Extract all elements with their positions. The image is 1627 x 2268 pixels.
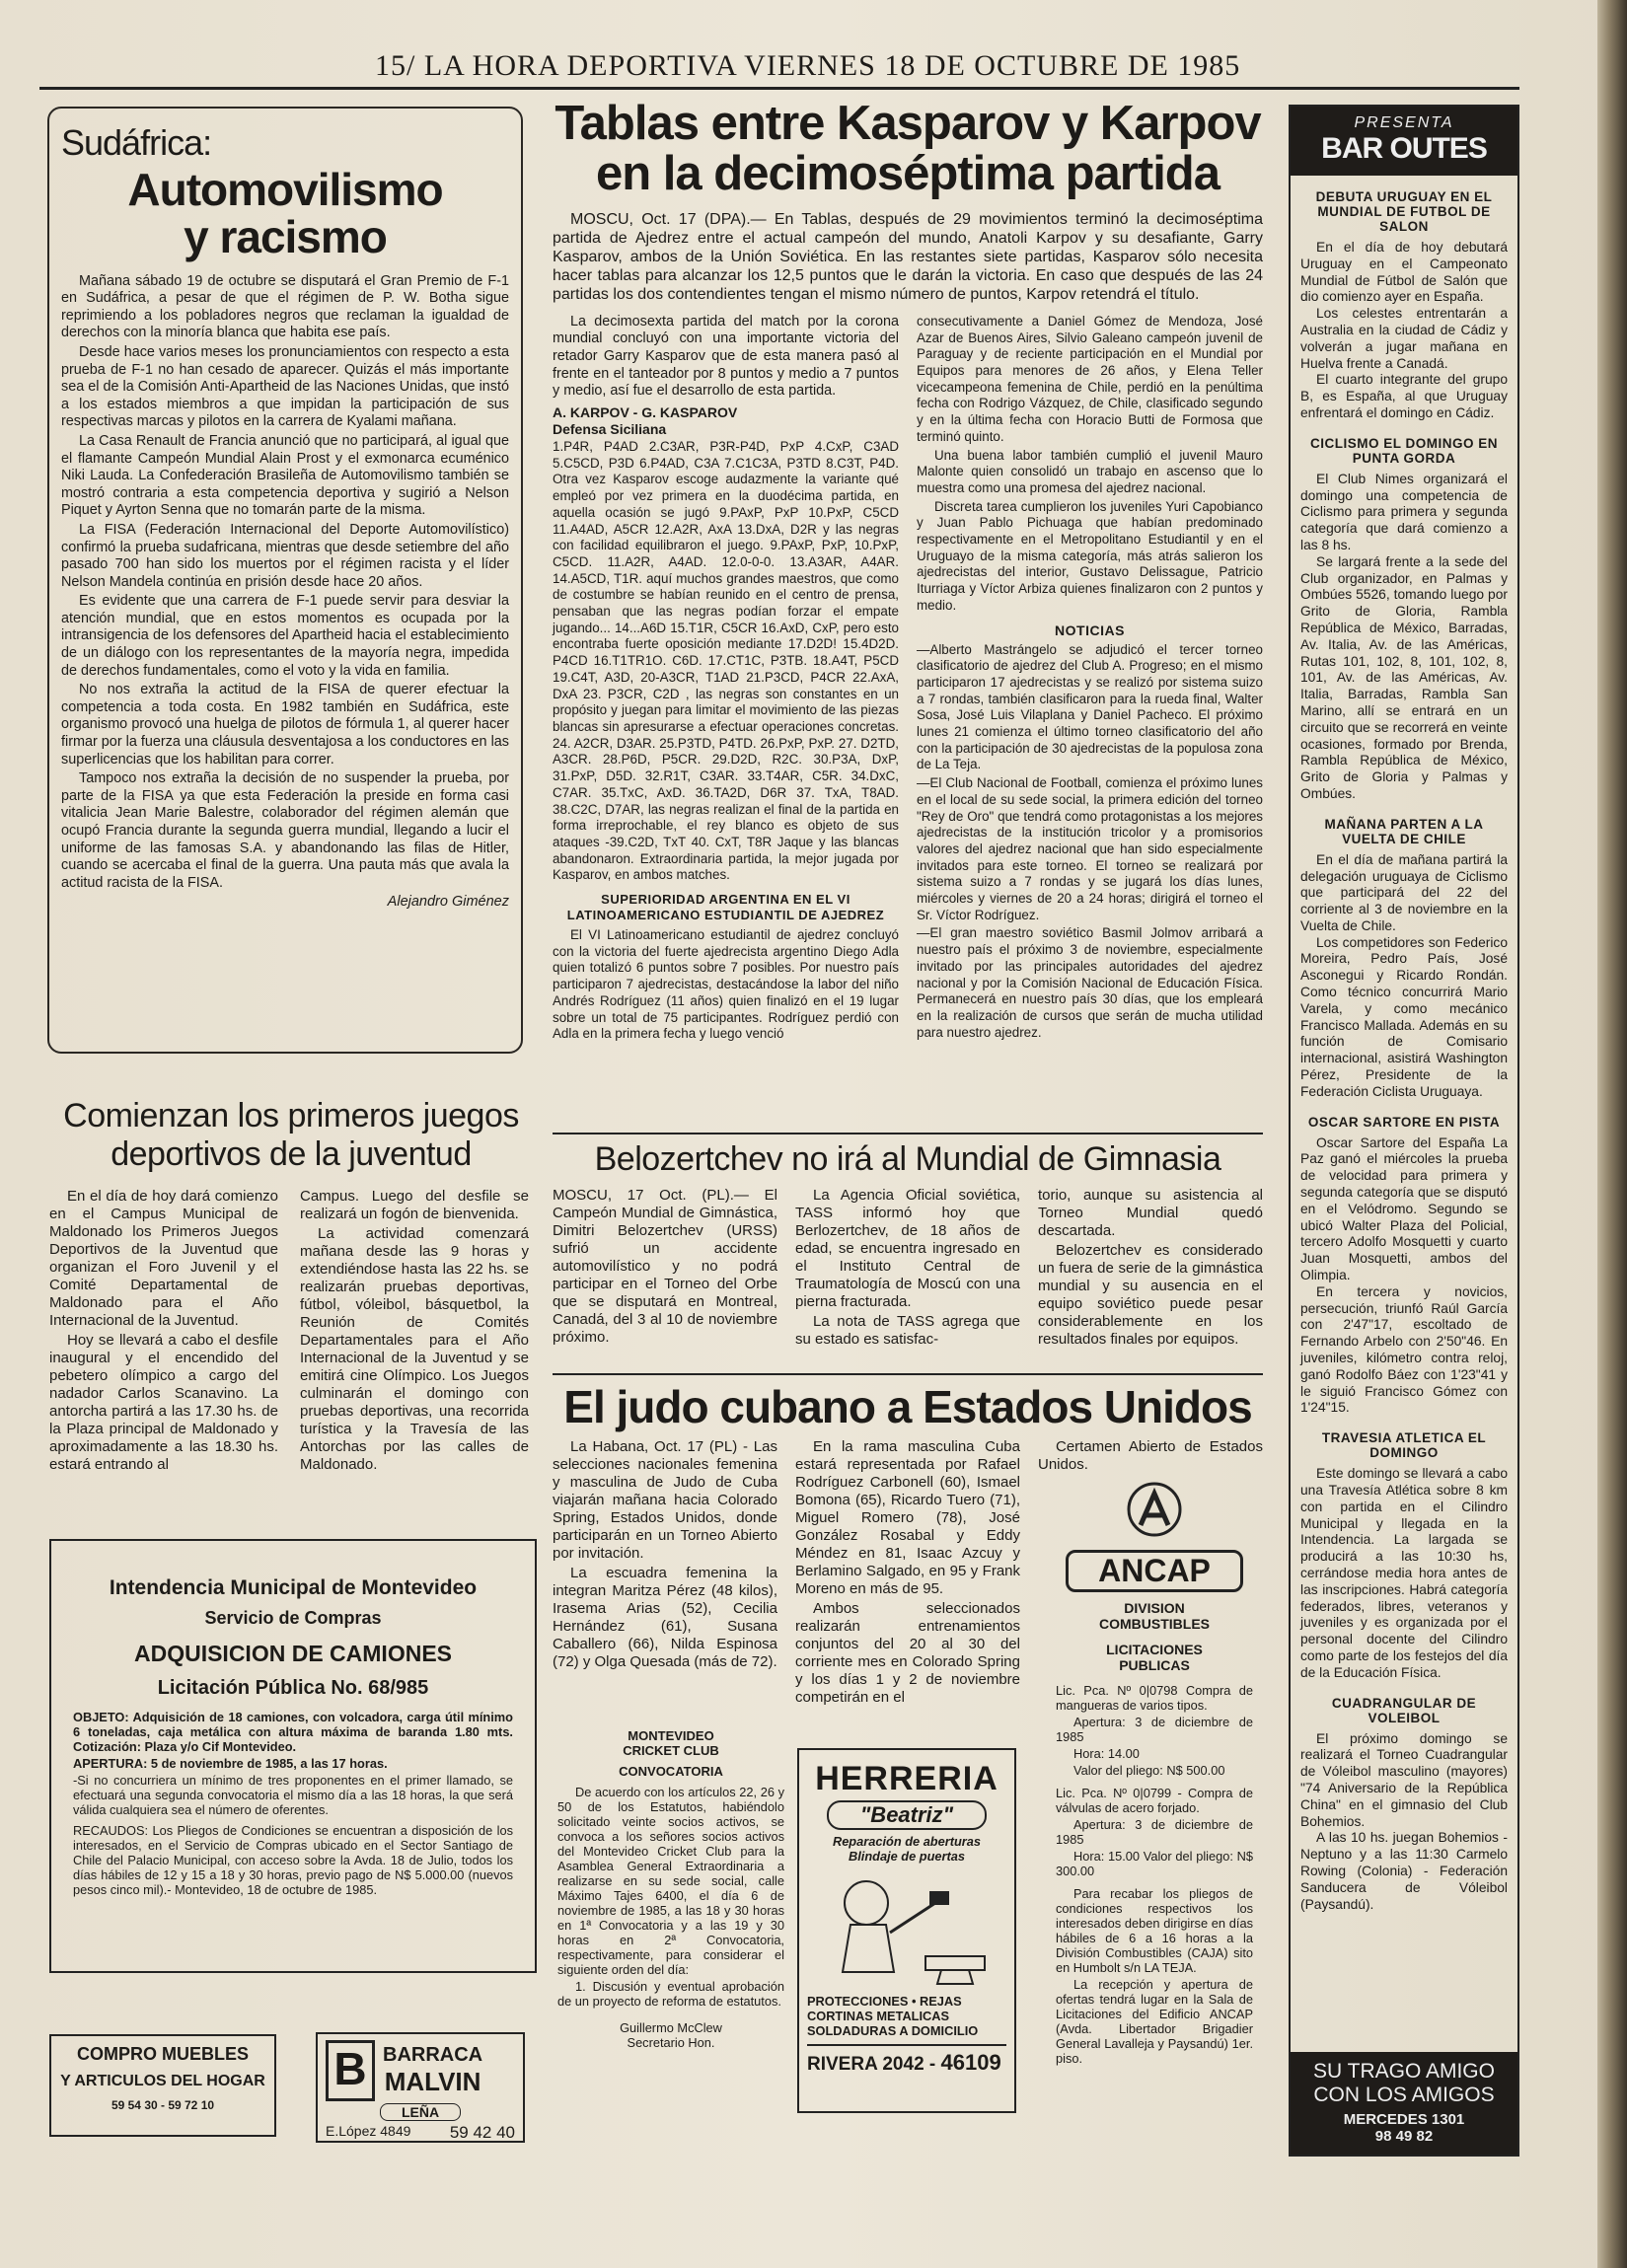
ancap-notice: [1056, 1480, 1253, 2151]
sidebar-presenta: PRESENTA: [1354, 114, 1454, 131]
belozertchev-title: Belozertchev no irá al Mundial de Gimnasia: [594, 1140, 1221, 1178]
sudafrica-p4: La FISA (Federación Internacional del Deporte Automovilístico) confirmó la prueba sudafricana, mientras que desde setiembre del año pasado 700 han sido los muertos por el régimen racista y el líder Nelson Mandela continúa en prisión desde hace 20 años.: [61, 521, 509, 590]
intendencia-line4: Licitación Pública No. 68/985: [157, 1677, 429, 1699]
sudafrica-p5: Es evidente que una carrera de F-1 puede servir para desviar la atención mundial, que en estos momentos es ocupada por la intransigencia de los defensores del Apartheid hacia el establecimiento de un diálogo con los representantes de la mayoría negra, impedida de derechos fundamentales, como el voto y la vida en familia.: [61, 593, 509, 679]
page-header: 15/ LA HORA DEPORTIVA VIERNES 18 DE OCTUBRE DE 1985: [375, 49, 1241, 82]
belozertchev-col1: MOSCU, 17 Oct. (PL).— El Campeón Mundial de Gimnástica, Dimitri Belozertchev (URSS) sufrió un accidente automovilístico y no podrá participar en el Torneo del Orbe que se disputará en Montreal, Canadá, del 3 al 10 de noviembre próximo.: [553, 1187, 777, 1347]
ancap-l2: Lic. Pca. Nº 0|0799 - Compra de válvulas de acero forjado.: [1056, 1786, 1253, 1815]
sudafrica-p3: La Casa Renault de Francia anunció que no participará, al igual que el flamante Campeón Mundial Alain Prost y el exmonarca ecuménico Niki Lauda. La Confederación Brasileña de Automovilismo también se mostró contraria a esta competencia deportiva y sugirió a Nelson Piquet y Ayrton Senna que no tomarán parte de la misma.: [61, 432, 509, 519]
kasparov-sub1: SUPERIORIDAD ARGENTINA EN EL VI LATINOAMERICANO ESTUDIANTIL DE AJEDREZ: [566, 892, 885, 923]
noticias-p1: —Alberto Mastrángelo se adjudicó el tercer torneo clasificatorio de ajedrez del Club A. Progreso; en el mismo participaron 17 ajedrecistas y se realizó por sistema suizo a 7 rondas, también clasificaron para la rueda final, Walter Sosa, José Luis Vilaplana y Daniel Pacheco. El próximo lunes 21 comienza el último torneo clasificatorio del año con la participación de 30 ajedrecistas de la populosa zona de La Teja.: [917, 641, 1263, 772]
ancap-logo-icon: [1056, 1480, 1253, 1539]
sidebar-p1b: Los celestes entrentarán a Australia en la ciudad de Cádiz y volverán a jugar mañana en Huelva frente a Canadá.: [1300, 306, 1508, 371]
herreria-phone: 46109: [940, 2050, 1001, 2075]
page-gutter: [1597, 0, 1627, 2268]
ancap-l1a: Apertura: 3 de diciembre de 1985: [1056, 1715, 1253, 1744]
kasparov-col2-p2: Una buena labor también cumplió el juvenil Mauro Malonte quien consolidó un trabajo en ascenso que lo muestra como una promesa del ajedrez nacional.: [917, 447, 1263, 495]
belozertchev-col3b: Belozertchev es considerado un fuera de serie de la gimnástica mundial y su ausencia en el equipo soviético puede pesar considerablemente en los resultados finales por equipos.: [1038, 1242, 1263, 1349]
sidebar-foot3: MERCEDES 1301: [1343, 2111, 1465, 2128]
belozertchev-col3: torio, aunque su asistencia al Torneo Mundial quedó descartada.: [1038, 1187, 1263, 1240]
kasparov-title-2: en la decimoséptima partida: [596, 147, 1220, 201]
intendencia-apertura2: -Si no concurriera un mínimo de tres proponentes en el primer llamado, se efectuará una segunda convocatoria el mismo día a las 18 horas, la que será válida cualquiera sea el número de oferentes.: [73, 1773, 513, 1817]
header-rule: [39, 87, 1519, 90]
sidebar-h3: MAÑANA PARTEN A LA VUELTA DE CHILE: [1324, 816, 1484, 846]
intendencia-objeto: OBJETO: Adquisición de 18 camiones, con volcadora, carga útil mínimo 6 toneladas, caja metálica con altura máxima de baranda 1.80 mts. Cotización: Plaza y/o Cif Montevideo.: [73, 1710, 513, 1754]
belozertchev-col2b: La nota de TASS agrega que su estado es satisfac-: [795, 1313, 1020, 1349]
herreria-l3: SOLDADURAS A DOMICILIO: [807, 2023, 979, 2038]
barraca-ad: [316, 2032, 525, 2143]
intendencia-line3: ADQUISICION DE CAMIONES: [133, 1641, 453, 1666]
sidebar-p2a: El Club Nimes organizará el domingo una competencia de Ciclismo para primera y segunda categoría que dará comienzo a las 8 hs.: [1300, 471, 1508, 552]
intendencia-ad: [49, 1539, 537, 1973]
sidebar-p6b: A las 10 hs. juegan Bohemios - Neptuno y a las 11:30 Carmelo Rowing (Colonia) - Federación Sanducera de Vóleibol (Paysandú).: [1300, 1830, 1508, 1912]
sidebar-p6a: El próximo domingo se realizará el Torneo Cuadrangular de Vóleibol masculino (mayores) "74 Aniversario de la República China" en el gimnasio del Club Bohemios.: [1300, 1730, 1508, 1829]
kasparov-col2-p3: Discreta tarea cumplieron los juveniles Yuri Capobianco y Juan Pablo Pichuaga que habían predominado respectivamente en el Metropolitano Estudiantil y en el Uruguayo de la misma categoría, más atrás salieron los ajedrecistas del interior, Gustavo Delissague, Patricio Iturriaga y Víctor Arbiza quienes finalizaron con 2 puntos y medio.: [917, 498, 1263, 613]
juventud-col2b: La actividad comenzará mañana desde las 9 horas y extendiéndose hasta las 22 hs. se realizarán pruebas deportivas, fútbol, vóleibol, básquetbol, la Reunión de Comités Departamentales para el Año Internacional de la Juventud y se emitirá cine Olímpico. Los Juegos culminarán el domingo con pruebas deportivas, una recorrida turística y la Travesía de las Antorchas por las calles de Maldonado.: [300, 1225, 529, 1474]
barraca-line1: BARRACA: [383, 2044, 483, 2066]
kasparov-col2-p1: consecutivamente a Daniel Gómez de Mendoza, José Azar de Buenos Aires, Silvio Galeano campeón juvenil de Paraguay y de reciente participación en el Mundial por Equipos para menores de 26 años, y Elena Teller vicecampeona femenina de Chile, perdió en la penúltima fecha con Rodrigo Vázquez, de Chile, clasificado segundo y en la última fecha con Horacio Butti de Formosa que terminó quinto.: [917, 313, 1263, 444]
kasparov-moves: 1.P4R, P4AD 2.C3AR, P3R-P4D, PxP 4.CxP, C3AD 5.C5CD, P3D 6.P4AD, C3A 7.C1C3A, P3TD 8.C3T, P4D. Otra vez Kasparov escoge audazmente la variante qué empleó por vez primera en la duodécima partida, en aquella ocasión se jugó 9.PAxP, PxP 10.PxP, C5CD 11.A4AD, A5CR 12.A2R, AxA 13.DxA, D2R y las negras con facilidad equilibraron el juego. 9.PAxP, PxP, 10.PxP, C5CD. 11.A2R, A4AD. 12.0-0-0. 13.A3AR, A4AR. 14.A5CD, T1R. aquí muchos grandes maestros, que como de costumbre se habían reunido en el centro de prensa, pensaban que las negras podían forzar el empate jugando... 14...A6D 15.T1R, C5CR 16.AxD, CxP, pero esto encontraba fuerte oposición mediante 17.D2D! 15.4D2D. P4CD 16.T1TR1O. C6D. 17.CT1C, P3TB. 18.A4T, P5CD 19.C4T, A3D, 20-A3CR, T1AD 21.P3CD, P4CR 22.AxA, DxA 23. P3CR, C2D , las negras son constantes en un propósito y juegan para limitar el movimiento de las piezas blancas sin apresurarse a efectuar operaciones concretas. 24. A2CR, D3AR. 25.P3TD, P4TD. 26.PxP, PxP. 27. D2TD, A3CR. 28.P6D, P5CR. 29.D2D, R2C. 30.P3A, DxP, 31.PxP, D5D. 32.R1T, C3AR. 33.T4AR, C5R. 34.DxC, C7AR. 35.TxC, AxD. 36.TA2D, D6R 37. TxA, T8AD. 38.C2C, D7AR, las negras realizan el final de la partida en forma irreprochable, el rey blanco es objeto de sus ataques -39.C2D, TxT 40. CxT, T8R Jaque y las blancas abandonaron. Extraordinaria partida, la mejor jugada por Kasparov, en ambos matches.: [553, 439, 899, 883]
ancap-lic2: PUBLICAS: [1119, 1657, 1190, 1673]
ancap-l1c: Valor del pliego: N$ 500.00: [1073, 1763, 1225, 1778]
belozertchev-article: [553, 1133, 1263, 1377]
sidebar-p5a: Este domingo se llevará a cabo una Travesía Atlética sobre 8 km con partida en el Cilindro Municipal y llegada en la Intendencia. La largada se producirá a las 10:30 hs, cerrándose media hora antes de las inscripciones. Habrá categoría federados, libres, veteranos y juveniles y es organizada por el personal docente del Cilindro como parte de los festejos del día de la Educación Física.: [1300, 1466, 1508, 1680]
intendencia-line1: Intendencia Municipal de Montevideo: [109, 1576, 478, 1599]
kasparov-col1-p1: La decimosexta partida del match por la corona mundial concluyó con una importante victoria del retador Garry Kasparov que de esta manera pasó al frente en el tanteador por 8 puntos y medio a 7 puntos y medio, así fue el desarrollo de esta partida.: [553, 313, 899, 400]
sidebar-p3b: Los competidores son Federico Moreira, Pedro País, José Asconegui y Ricardo Rondán. Como técnico concurrirá Mario Varela, y como mecánico Francisco Mallada. Además en su función de Comisario internacional, asistirá Washington Pérez, Presidente de la Federación Ciclista Uruguaya.: [1300, 934, 1508, 1099]
sidebar-footer-ad: [1291, 2052, 1517, 2155]
juventud-title-2: deportivos de la juventud: [111, 1135, 472, 1174]
kasparov-lead: MOSCU, Oct. 17 (DPA).— En Tablas, después de 29 movimientos terminó la decimoséptima partida de Ajedrez entre el actual campeón del mundo, Anatoli Karpov y su desafiante, Garry Kasparov, ambos de la Unión Soviética. En las restantes siete partidas, Kasparov sólo necesita hacer tablas para alcanzar los 12,5 puntos que le darán la victoria. En caso que después de las 24 partidas los dos contendientes tengan el mismo número de puntos, Karpov retendrá el título.: [553, 210, 1263, 303]
sidebar-p2b: Se largará frente a la sede del Club organizador, en Palmas y Ombúes 5526, tomando luego por Grito de Gloria, Rambla República de México, Barradas, Av. Italia, Av. de las Américas, Rutas 101, 102, 8, 101, 102, 8, 101, Av. de las Américas, Av. Italia, Barradas, Rambla San Marino, allí se entrará en un circuito que se recorrerá en veinte ocasiones, formado por Brenda, Rambla República de México, Grito de Gloria y Palmas y Ombúes.: [1300, 553, 1508, 801]
belozertchev-col2: La Agencia Oficial soviética, TASS informó hoy que Berlozertchev, de 18 años de edad, se encuentra ingresado en el Instituto Central de Traumatología de Moscú con una pierna fracturada.: [795, 1187, 1020, 1311]
compro-line2: Y ARTICULOS DEL HOGAR: [60, 2073, 265, 2089]
sidebar-foot2: CON LOS AMIGOS: [1313, 2084, 1495, 2106]
compro-ad: [49, 2034, 276, 2137]
barraca-phone: 59 42 40: [449, 2123, 515, 2142]
sudafrica-p2: Desde hace varios meses los pronunciamientos con respecto a esta prueba de F-1 no han cesado de aparecer. Quizás el más importante sea el de la Comisión Anti-Apartheid de las Naciones Unidas, que instó a los estados miembros a que impidan la participación de sus respectivas marcas y pilotos en la carrera de Kyalami mañana.: [61, 343, 509, 430]
cricket-title3: CONVOCATORIA: [619, 1764, 723, 1779]
barraca-logo: B: [326, 2040, 375, 2101]
cricket-title1: MONTEVIDEO: [628, 1728, 714, 1743]
sidebar-h6: CUADRANGULAR DE VOLEIBOL: [1331, 1695, 1477, 1725]
intendencia-recaudos: RECAUDOS: Los Pliegos de Condiciones se encuentran a disposición de los interesados, en el Servicio de Compras ubicado en el Sector Santiago de Chile del Palacio Municipal, con acceso sobre la Avda. 18 de Julio, todos los días hábiles de 12 y 15 a 18 y 30 horas, previo pago de N$ 5.000.00 (nuevos pesos cinco mil).- Montevideo, 18 de octubre de 1985.: [73, 1823, 513, 1897]
sidebar-p1c: El cuarto integrante del grupo B, es España, al que Uruguay enfrentará el domingo en Cádiz.: [1300, 372, 1508, 420]
sudafrica-kicker: Sudáfrica:: [61, 122, 212, 163]
judo-col1b: La escuadra femenina la integran Maritza Pérez (48 kilos), Irasema Arias (52), Cecilia Hernández (61), Susana Caballero (66), Nilda Espinosa (72) y Olga Quesada (más de 72).: [553, 1565, 777, 1671]
herreria-name: HERRERIA: [815, 1760, 998, 1797]
judo-col3: Certamen Abierto de Estados Unidos.: [1038, 1438, 1263, 1474]
sudafrica-p1: Mañana sábado 19 de octubre se disputará el Gran Premio de F-1 en Sudáfrica, a pesar de que el régimen de P. W. Botha sigue reprimiendo a los pobladores negros que reclaman la igualdad de derechos con la minoría blanca que habita ese país.: [61, 272, 509, 341]
ancap-l2b: Hora: 15.00 Valor del pliego: N$ 300.00: [1056, 1849, 1253, 1878]
compro-phone: 59 54 30 - 59 72 10: [111, 2098, 215, 2112]
sidebar-p4a: Oscar Sartore del España La Paz ganó el miércoles la prueba de velocidad para primera y segunda categoría que se disputó en el Velódromo. Segundo se ubicó Walter Plaza del Policial, tercero Adolfo Mosquetti y cuarto Juan Mosquetti, ambos del Olimpia.: [1300, 1134, 1508, 1283]
ancap-l1b: Hora: 14.00: [1073, 1746, 1140, 1761]
sidebar-h4: OSCAR SARTORE EN PISTA: [1307, 1114, 1501, 1130]
barraca-address: E.López 4849: [326, 2123, 411, 2139]
judo-col1: La Habana, Oct. 17 (PL) - Las selecciones nacionales femenina y masculina de Judo de Cuba viajarán mañana hacia Colorado Spring, Estados Unidos, donde participarán en un Torneo Abierto por invitación.: [553, 1438, 777, 1563]
judo-col2b: Ambos seleccionados realizarán entrenamientos conjuntos del 20 al 30 del corriente mes en Colorado Spring y los días 1 y 2 de noviembre competirán en el: [795, 1600, 1020, 1707]
sudafrica-p7: Tampoco nos extraña la decisión de no suspender la prueba, por parte de la FISA ya que esta Federación la preside en forma casi vitalicia Jean Marie Balestre, colaborador del régimen alemán que ocupó Francia durante la segunda guerra mundial, llegando a lucir el uniforme de las famosas S.A. y abandonando las filas de Hitler, cuando se acercaba el final de la guerra. Una pauta más que avala la actitud racista de la FISA.: [61, 770, 509, 891]
sidebar-brand: BAR OUTES: [1321, 132, 1487, 165]
noticias-p3: —El gran maestro soviético Basmil Jolmov arribará a nuestro país el próximo 3 de noviembre, especialmente invitado por las principales autoridades del ajedrez nacional y por la Comisión Nacional de Educación Física. Permanecerá en nuestro país 30 días, que los empleará en la realización de cursos que serán de mucha utilidad para nuestro ajedrez.: [917, 925, 1263, 1040]
ancap-div: DIVISION: [1124, 1600, 1185, 1616]
blacksmith-illustration: [807, 1869, 1008, 1988]
sidebar-p3a: En el día de mañana partirá la delegación uruguaya de Ciclismo que participará del 22 del corriente al 3 de noviembre en la Vuelta de Chile.: [1300, 851, 1508, 933]
cricket-signer-title: Secretario Hon.: [627, 2035, 715, 2050]
ancap-l3: Para recabar los pliegos de condiciones respectivos los interesados deben dirigirse en días hábiles de 6 a 16 horas a la División Combustibles (CAJA) sito en Humbolt s/n LA TEJA.: [1056, 1886, 1253, 1975]
bar-outes-banner: [1291, 107, 1517, 176]
kasparov-sub1-p: El VI Latinoamericano estudiantil de ajedrez concluyó con la victoria del fuerte ajedrecista argentino Diego Adla quien totalizó 6 puntos sobre 7 posibles. Por nuestro país participaron 7 ajedrecistas, destacándose la labor del niño Andrés Rodríguez (11 años) quien finalizó en el 19 lugar sobre un total de 75 participantes. Rodríguez perdió con Adla en la primera fecha y luego venció: [553, 927, 899, 1042]
sudafrica-title-1: Automovilismo: [127, 164, 443, 215]
sudafrica-title-2: y racismo: [184, 211, 387, 263]
ancap-l4: La recepción y apertura de ofertas tendrá lugar en la Sala de Licitaciones del Edificio ANCAP (Avda. Libertador Brigadier General Lavalleja y Paysandú) 1er. piso.: [1056, 1977, 1253, 2066]
sudafrica-article: [47, 107, 523, 1054]
herreria-address: RIVERA 2042 -: [807, 2054, 936, 2075]
ancap-div2: COMBUSTIBLES: [1099, 1616, 1210, 1632]
kasparov-title-1: Tablas entre Kasparov y Karpov: [555, 97, 1261, 150]
ancap-l2a: Apertura: 3 de diciembre de 1985: [1056, 1817, 1253, 1847]
intendencia-apertura: APERTURA: 5 de noviembre de 1985, a las 17 horas.: [73, 1756, 388, 1771]
sidebar-foot4: 98 49 82: [1374, 2128, 1434, 2145]
ancap-name: ANCAP: [1066, 1550, 1243, 1592]
noticias-p2: —El Club Nacional de Football, comienza el próximo lunes en el local de su sede social, la primera edición del torneo "Rey de Oro" que tendrá como protagonistas a los mejores ajedrecistas de la institución tricolor y a promisorios valores del ajedrez nacional que han sido especialmente invitados para este torneo. El torneo se realizará por sistema suizo a 7 rondas y se jugará los días lunes, miércoles y viernes de 20 a 24 horas; dirigirá el torneo el Sr. Víctor Rodríguez.: [917, 775, 1263, 922]
noticias-head: NOTICIAS: [1055, 622, 1125, 638]
barraca-line3: LEÑA: [380, 2103, 461, 2121]
intendencia-line2: Servicio de Compras: [204, 1608, 382, 1628]
juventud-col2: Campus. Luego del desfile se realizará un fogón de bienvenida.: [300, 1188, 529, 1223]
herreria-tag2: Blindaje de puertas: [848, 1849, 966, 1864]
herreria-brand: "Beatriz": [827, 1800, 987, 1830]
sidebar-column: [1289, 105, 1519, 2157]
ancap-lic: LICITACIONES: [1106, 1642, 1203, 1657]
sidebar-h1: DEBUTA URUGUAY EN EL MUNDIAL DE FUTBOL DE SALON: [1315, 189, 1493, 234]
juventud-title-1: Comienzan los primeros juegos: [63, 1097, 519, 1134]
cricket-notice: [557, 1728, 784, 2143]
judo-col2: En la rama masculina Cuba estará representada por Rafael Rodríguez Carbonell (60), Ismael Bomona (65), Ricardo Tuero (71), Miguel Romero (78), José González Rosabal y Eddy Méndez en 81, Isaac Azcuy y Berlamino Salgado, en 95 y Frank Moreno en más de 95.: [795, 1438, 1020, 1598]
herreria-tag1: Reparación de aberturas: [832, 1834, 982, 1849]
barraca-line2: MALVIN: [384, 2067, 481, 2096]
herreria-l2: CORTINAS METALICAS: [807, 2009, 950, 2023]
sudafrica-p6: No nos extraña la actitud de la FISA de querer efectuar la competencia a toda costa. En 1982 también en Sudáfrica, este organismo provocó una huelga de pilotos de fórmula 1, al querer hacer firmar por la fuerza una cláusula desventajosa a los conductores en las superlicencias que los habilitan para correr.: [61, 682, 509, 768]
juventud-col1b: Hoy se llevará a cabo el desfile inaugural y el encendido del pebetero olímpico a cargo del nadador Carlos Scanavino. La antorcha partirá a las 17.30 hs. de la Plaza principal de Maldonado y aproximadamente a las 18.30 hs. estará entrando al: [49, 1332, 278, 1474]
sidebar-foot1: SU TRAGO AMIGO: [1313, 2060, 1495, 2083]
sidebar-h5: TRAVESIA ATLETICA EL DOMINGO: [1321, 1430, 1487, 1461]
herreria-l1: PROTECCIONES • REJAS: [807, 1994, 962, 2009]
judo-title: El judo cubano a Estados Unidos: [563, 1381, 1252, 1432]
cricket-signer: Guillermo McClew: [620, 2020, 722, 2035]
cricket-item1: 1. Discusión y eventual aprobación de un proyecto de reforma de estatutos.: [557, 1979, 784, 2009]
herreria-ad: [797, 1748, 1016, 2113]
juventud-col1: En el día de hoy dará comienzo en el Campus Municipal de Maldonado los Primeros Juegos Deportivos de la Juventud que organizan el Foro Juvenil y el Comité Departamental de Maldonado para el Año Internacional de la Juventud.: [49, 1188, 278, 1330]
cricket-body: De acuerdo con los artículos 22, 26 y 50 de los Estatutos, habiéndolo solicitado veinte socios activos, se convoca a los señores socios activos del Montevideo Cricket Club para la Asamblea General Extraordinaria a realizarse en su sede social, calle Máximo Tajes 6400, el día 6 de noviembre de 1985, a las 18 y 30 horas en 1ª Convocatoria y a las 19 y 30 horas en 2ª Convocatoria, respectivamente, para considerar el siguiente orden del día:: [557, 1785, 784, 1977]
sidebar-h2: CICLISMO EL DOMINGO EN PUNTA GORDA: [1309, 435, 1498, 466]
sudafrica-signature: Alejandro Giménez: [387, 894, 509, 911]
kasparov-game-sub: Defensa Siciliana: [553, 421, 667, 438]
cricket-title2: CRICKET CLUB: [623, 1743, 719, 1758]
ancap-l1: Lic. Pca. Nº 0|0798 Compra de mangueras de varios tipos.: [1056, 1683, 1253, 1713]
sidebar-p1a: En el día de hoy debutará Uruguay en el Campeonato Mundial de Fútbol de Salón que dio comienzo ayer en España.: [1300, 240, 1508, 305]
juventud-article: [49, 1097, 533, 1531]
compro-line1: COMPRO MUEBLES: [76, 2044, 249, 2064]
sidebar-p4b: En tercera y novicios, persecución, triunfó Raúl García con 2'47"17, escoltado de Fernando Arbelo con 2'50"46. En juveniles, kilómetro contra reloj, ganó Rodolfo Báez con 1'23"41 y le siguió Francisco Gómez con 1'24"15.: [1300, 1283, 1508, 1416]
kasparov-article: [553, 99, 1263, 1105]
kasparov-game-head: A. KARPOV - G. KASPAROV: [553, 403, 738, 420]
